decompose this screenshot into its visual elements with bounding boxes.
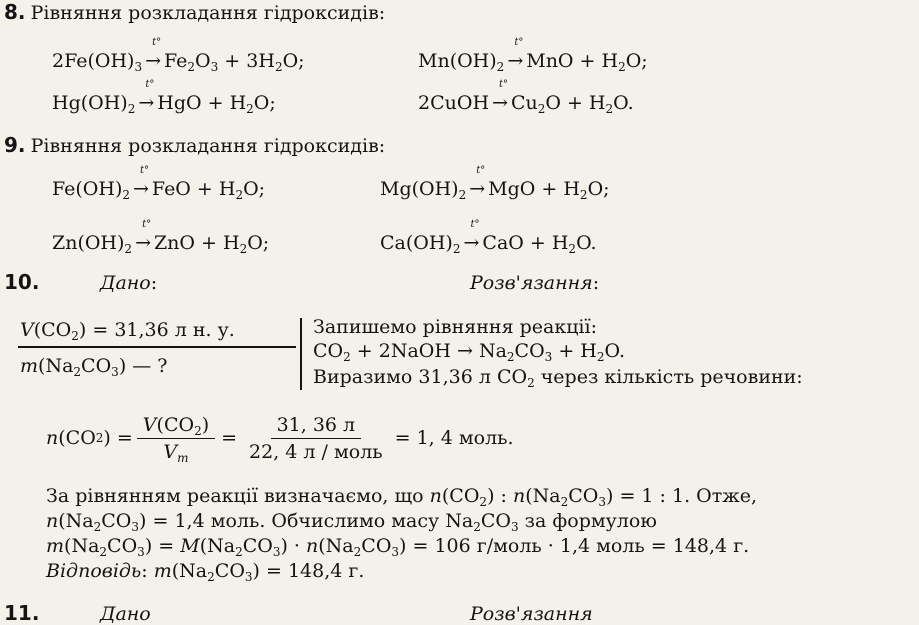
- problem-11-partial: 11.: [4, 601, 40, 625]
- answer-line: Відповідь: $m(Na_2CO_3) = 148,4$ г.: [46, 560, 365, 584]
- arrow-heat: t° →: [145, 37, 162, 72]
- solution-line-3: Виразимо 31,36 л $CO_2$ через кількість речовини:: [313, 366, 803, 390]
- solution-label: Розв'язання:: [470, 272, 600, 294]
- equation-hg-oh-2: $Hg(OH)_2$ t° → HgO + $H_2O$;: [52, 79, 276, 116]
- equation-fe-oh-3: $2Fe(OH)_3$ t° → $Fe_2O_3 + 3H_2O$;: [52, 37, 305, 74]
- find-mass: $m(Na_2CO_3)$ — ?: [20, 355, 168, 379]
- problem-number: 8.: [4, 0, 26, 24]
- text-mass-formula: $m(Na_2CO_3) = M(Na_2CO_3) \cdot n(Na_2CO_3) = 106$ г/моль · 1,4 моль = 148,4 г.: [46, 535, 750, 559]
- problem-heading-text: Рівняння розкладання гідроксидів:: [30, 2, 386, 24]
- arrow-heat: t° →: [492, 79, 509, 114]
- problem-9-heading: [4, 133, 385, 157]
- text-amount-line: $n(Na_2CO_3) = 1,4$ моль. Обчислимо масу $Na_2CO_3$ за формулою: [46, 510, 657, 534]
- problem-number: 9.: [4, 133, 26, 157]
- equation-zn-oh-2: $Zn(OH)_2$ t° → ZnO + $H_2O$;: [52, 219, 270, 256]
- arrow-heat: t° →: [463, 219, 480, 254]
- given-label-partial: Дано: [100, 603, 151, 625]
- fraction-volume-over-molar: $\frac{V(CO_2)}{V_m}$: [137, 414, 215, 463]
- arrow-heat: t° →: [133, 165, 150, 200]
- problem-number: 10.: [4, 270, 40, 294]
- equation-mn-oh-2: $Mn(OH)_2$ t° → MnO + $H_2O$;: [418, 37, 648, 74]
- equation-mg-oh-2: $Mg(OH)_2$ t° → MgO + $H_2O$;: [380, 165, 610, 202]
- problem-heading-text: Рівняння розкладання гідроксидів:: [30, 135, 386, 157]
- arrow-heat: t° →: [469, 165, 486, 200]
- fraction-numeric: $\frac{31, 36 л}{\text{22, 4 л / моль}}$: [249, 413, 383, 463]
- solution-line-1: Запишемо рівняння реакції:: [313, 316, 597, 338]
- arrow-heat: t° →: [507, 37, 524, 72]
- reaction-equation: $CO_2$ + 2NaOH → $Na_2CO_3 + H_2O$.: [313, 340, 626, 364]
- amount-formula: n (CO 2 ) = $\frac{V(CO_2)}{V_m}$ = $\frac{31, 36 л}{\text{22, 4 л / моль}}$ = 1, 4 моль.: [46, 413, 514, 465]
- arrow-heat: t° →: [138, 79, 155, 114]
- equation-ca-oh-2: $Ca(OH)_2$ t° → CaO + $H_2O$.: [380, 219, 597, 256]
- problem-8-heading: [4, 0, 385, 24]
- given-label: Дано:: [100, 272, 158, 294]
- given-divider: [18, 346, 296, 348]
- problem-10-heading: [4, 270, 39, 294]
- given-volume: $V(CO_2) = 31,36$ л н. у.: [20, 319, 235, 343]
- equation-cuoh: 2CuOH t° → $Cu_2O + H_2O$.: [418, 79, 634, 116]
- solution-label-partial: Розв'язання: [470, 603, 593, 625]
- text-ratio-line: За рівнянням реакції визначаємо, що $n(CO_2)$ : $n(Na_2CO_3) = 1$ : 1. Отже,: [46, 485, 757, 509]
- equation-fe-oh-2: $Fe(OH)_2$ t° → FeO + $H_2O$;: [52, 165, 266, 202]
- arrow-heat: t° →: [135, 219, 152, 254]
- given-solution-separator: [300, 318, 302, 390]
